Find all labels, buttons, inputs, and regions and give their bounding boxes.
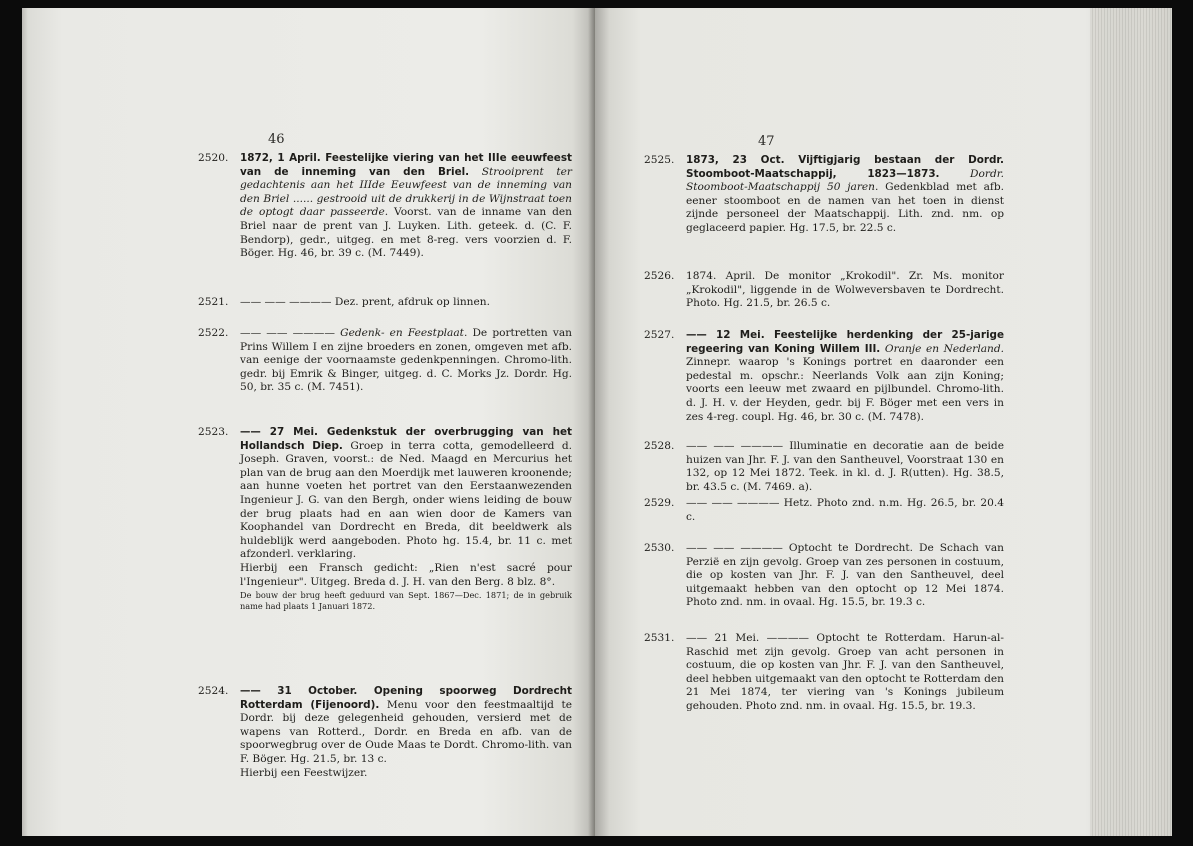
entry-number: 2531. bbox=[644, 632, 675, 644]
entry-number: 2521. bbox=[198, 296, 229, 308]
catalog-entry bbox=[198, 327, 572, 395]
entry-number: 2525. bbox=[644, 154, 675, 166]
catalog-entry bbox=[198, 296, 572, 310]
entry-text: Menu voor den feestmaaltijd te Dordr. bij deze gelegenheid gehouden, versierd met de wapens van Rotterd., Dordr. en Breda en afb. van de spoorwegbrug over de Oude Maas te Dordt. Chromo-lith. van F. Böger. Hg. 21.5, br. 13 c. bbox=[240, 698, 572, 765]
entry-text: 1874. April. De monitor „Krokodil". Zr. Ms. monitor „Krokodil", liggende in de Wolweversbaven te Dordrecht. Photo. Hg. 21.5, br. 26.5 c. bbox=[686, 270, 1004, 310]
entry-note: De bouw der brug heeft geduurd van Sept. 1867—Dec. 1871; de in gebruik name had plaats 1 Januari 1872. bbox=[240, 590, 572, 612]
entry-heading: —— 12 Mei. Feestelijke herdenking der 25-jarige regeering van Koning Willem III. bbox=[686, 329, 1004, 355]
entry-title: Strooiprent ter gedachtenis aan het IIIde Eeuwfeest van de inneming van den Briel ...... gestrooid uit de drukkerij in de Wijnstraat toen de optogt daar passeerde. bbox=[240, 165, 572, 219]
entry-number: 2528. bbox=[644, 440, 675, 452]
entry-text: —— —— ———— Hetz. Photo znd. n.m. Hg. 26.5, br. 20.4 c. bbox=[686, 497, 1004, 523]
right-page bbox=[595, 8, 1172, 836]
entry-heading: 1873, 23 Oct. Vijftigjarig bestaan der Dordr. Stoomboot-Maatschappij, 1823—1873. bbox=[686, 154, 1004, 180]
entry-number: 2520. bbox=[198, 152, 229, 164]
entry-number: 2529. bbox=[644, 497, 675, 509]
catalog-entry bbox=[644, 440, 1004, 494]
entry-text: Zinnepr. waarop 's Konings portret en daaronder een pedestal m. opschr.: Neerlands Volk aan zijn Koning; voorts een leeuw met zwaard en pijlbundel. Chromo-lith. d. J. H. v. der Heyden, gedr. bij F. Böger met een vers in zes 4-reg. coupl. Hg. 46, br. 30 c. (M. 7478). bbox=[686, 356, 1004, 423]
entry-title: Dordr. Stoomboot-Maatschappij 50 jaren. bbox=[686, 167, 1005, 194]
entry-number: 2522. bbox=[198, 327, 229, 339]
entry-heading: —— 27 Mei. Gedenkstuk der overbrugging van het Hollandsch Diep. bbox=[240, 426, 572, 452]
left-page bbox=[22, 8, 595, 836]
entry-text: Groep in terra cotta, gemodelleerd d. Joseph. Graven, voorst.: de Ned. Maagd en Mercurius het plan van de brug aan den Moerdijk met lauweren kroonende; aan hunne voeten het portret van den Eerstaanwezenden Ingenieur J. G. van den Bergh, onder wiens leiding de bouw der brug plaats had en aan wien door de Kamers van Koophandel van Dordrecht en Breda, dit beeldwerk als huldeblijk werd aangeboden. Photo hg. 15.4, br. 11 c. met afzonderl. verklaring. bbox=[240, 439, 572, 561]
entry-heading: 1872, 1 April. Feestelijke viering van het IIIe eeuwfeest van de inneming van den Briel. bbox=[240, 152, 572, 178]
entry-extra: Hierbij een Feestwijzer. bbox=[240, 766, 368, 779]
page-number: 47 bbox=[758, 134, 775, 149]
page-number: 46 bbox=[268, 132, 285, 147]
entry-text: Gedenkblad met afb. eener stoomboot en de namen van het toen in dienst zijnde personeel der Maatschappij. Lith. znd. nm. op geglaceerd papier. Hg. 17.5, br. 22.5 c. bbox=[686, 181, 1004, 234]
catalog-entry bbox=[644, 270, 1004, 311]
entry-text: —— —— ———— Illuminatie en decoratie aan de beide huizen van Jhr. F. J. van den Santheuvel, Voorstraat 130 en 132, op 12 Mei 1872. Teek. in kl. d. J. R(utten). Hg. 38.5, br. 43.5 c. (M. 7469. a). bbox=[686, 440, 1004, 493]
entry-text: —— —— ———— Optocht te Dordrecht. De Schach van Perzië en zijn gevolg. Groep van zes personen in costuum, die op kosten van Jhr. F. J. van den Santheuvel, deel uitgemaakt hebben van den optocht op 12 Mei 1874. Photo znd. nm. in ovaal. Hg. 15.5, br. 19.3 c. bbox=[686, 542, 1004, 609]
entry-number: 2526. bbox=[644, 270, 675, 282]
catalog-entry bbox=[198, 152, 572, 261]
catalog-entry bbox=[644, 329, 1004, 424]
entry-text: De portretten van Prins Willem I en zijne broeders en zonen, omgeven met afb. van eenige der voornaamste gedenkpenningen. Chromo-lith. gedr. bij Emrik & Binger, uitgeg. d. C. Morks Jz. Dordr. Hg. 50, br. 35 c. (M. 7451). bbox=[240, 327, 572, 394]
entry-extra: Hierbij een Fransch gedicht: „Rien n'est sacré pour l'Ingenieur". Uitgeg. Breda d. J. H. van den Berg. 8 blz. 8°. bbox=[240, 561, 572, 588]
catalog-entry bbox=[644, 542, 1004, 610]
catalog-entry bbox=[644, 497, 1004, 524]
entry-heading: —— 31 October. Opening spoorweg Dordrecht Rotterdam (Fijenoord). bbox=[240, 685, 572, 711]
entry-text: —— 21 Mei. ———— Optocht te Rotterdam. Harun-al-Raschid met zijn gevolg. Groep van acht personen in costuum, die op kosten van Jhr. F. J. van den Santheuvel, deel hebben uitgemaakt van den optocht te Rotterdam den 21 Mei 1874, ter viering van 's Konings jubileum gehouden. Photo znd. nm. in ovaal. Hg. 15.5, br. 19.3. bbox=[686, 632, 1004, 712]
catalog-entry bbox=[644, 632, 1004, 714]
entry-title: Oranje en Nederland. bbox=[884, 342, 1004, 355]
page-edges bbox=[1090, 8, 1172, 836]
catalog-entry bbox=[198, 685, 572, 780]
entry-text: Voorst. van de inname van den Briel naar de prent van J. Luyken. Lith. geteek. d. (C. F. Bendorp), gedr., uitgeg. en met 8-reg. vers voorzien d. F. Böger. Hg. 46, br. 39 c. (M. 7449). bbox=[240, 206, 572, 260]
entry-number: 2527. bbox=[644, 329, 675, 341]
entry-number: 2523. bbox=[198, 426, 229, 438]
entry-number: 2530. bbox=[644, 542, 675, 554]
entry-number: 2524. bbox=[198, 685, 229, 697]
catalog-entry bbox=[644, 154, 1005, 236]
entry-text: —— —— ———— Dez. prent, afdruk op linnen. bbox=[240, 296, 490, 308]
catalog-entry bbox=[198, 426, 572, 612]
open-book bbox=[22, 8, 1172, 836]
entry-title: —— —— ———— Gedenk- en Feestplaat. bbox=[240, 327, 468, 339]
